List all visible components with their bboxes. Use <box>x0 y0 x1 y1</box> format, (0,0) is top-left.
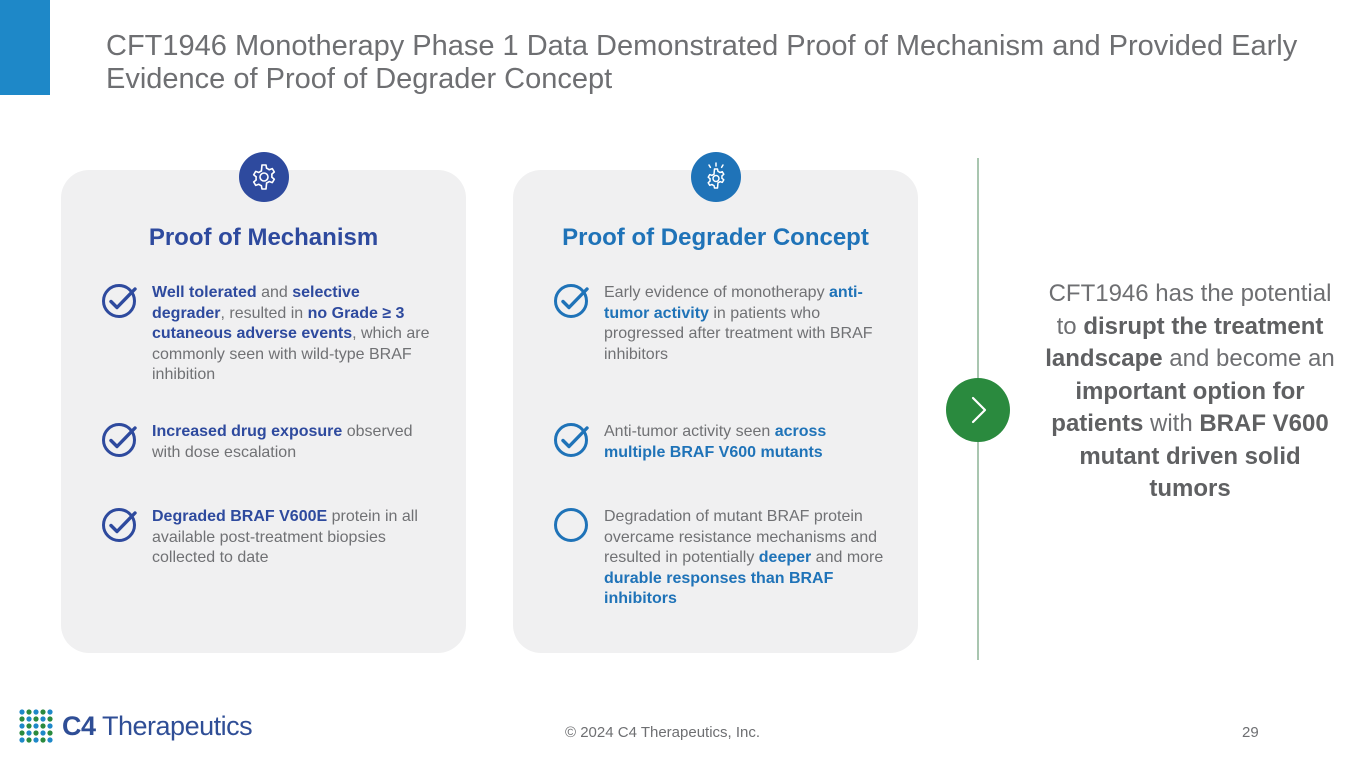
check-circle-icon <box>553 422 589 458</box>
proof-of-mechanism-card <box>61 170 466 653</box>
page-number: 29 <box>1242 724 1259 741</box>
logo-c4: C4 <box>62 711 96 741</box>
c4-logo-dots-icon <box>18 708 62 748</box>
cta-statement: CFT1946 has the potential to disrupt the treatment landscape and become an important option for patients with BRAF V600 mutant driven solid tumors <box>1045 280 1335 502</box>
check-circle-icon <box>553 283 589 319</box>
copyright-footer: © 2024 C4 Therapeutics, Inc. <box>565 724 761 741</box>
check-circle-icon <box>101 283 137 319</box>
company-logo-text <box>62 711 252 742</box>
degrader-title: Proof of Degrader Concept <box>562 224 869 251</box>
check-circle-icon <box>101 507 137 543</box>
accent-bar <box>0 0 50 95</box>
chevron-right-icon <box>946 378 1010 442</box>
degrader-item-text: Anti-tumor activity seen across multiple BRAF V600 mutants <box>604 423 827 461</box>
degrader-item-text: Degradation of mutant BRAF protein overcame resistance mechanisms and resulted in potentially deeper and more durable responses than BRAF inhibitors <box>604 508 884 607</box>
mechanism-item-text: Increased drug exposure observed with dose escalation <box>152 423 413 461</box>
mechanism-title: Proof of Mechanism <box>148 224 379 251</box>
slide-title: CFT1946 Monotherapy Phase 1 Data Demonstrated Proof of Mechanism and Provided Early Evidence of Proof of Degrader Concept <box>106 30 1298 95</box>
degrader-item-text: Early evidence of monotherapy anti-tumor activity in patients who progressed after treatment with BRAF inhibitors <box>604 284 873 363</box>
mechanism-item-text: Degraded BRAF V600E protein in all available post-treatment biopsies collected to date <box>152 508 418 566</box>
gear-burst-icon <box>691 152 741 202</box>
check-circle-icon <box>101 422 137 458</box>
logo-therapeutics: Therapeutics <box>95 711 253 741</box>
mechanism-item-text: Well tolerated and selective degrader, resulted in no Grade ≥ 3 cutaneous adverse events, which are commonly seen with wild-type BRAF inhibition <box>152 284 430 383</box>
proof-of-degrader-card <box>513 170 918 653</box>
gear-icon <box>239 152 289 202</box>
empty-circle-icon <box>553 507 589 543</box>
